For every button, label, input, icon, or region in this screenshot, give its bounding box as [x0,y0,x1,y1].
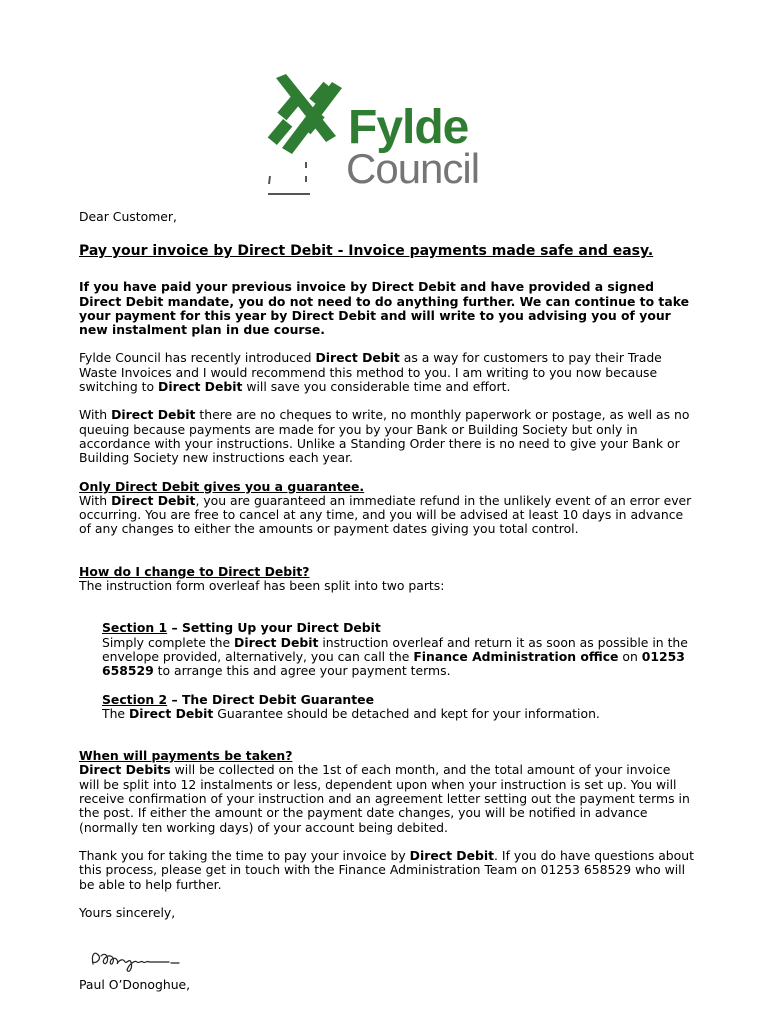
signature [79,934,694,978]
payments-heading: When will payments be taken? [79,748,293,764]
section-2-title: – The Direct Debit Guarantee [167,691,374,707]
text: instruction overleaf and return it as soon as possible in the envelope provided, alternatively, you can call the [102,634,688,664]
text-bold: Direct Debit [158,379,243,395]
text: as a way for customers to pay their Trade Waste Invoices and I would recommend this method to you. I am writing to you now because switching to [79,350,662,395]
text: . If you do have questions about this process, please get in touch with the Finance Administration Team on 01253 658529 who will be able to help further. [79,847,694,892]
greeting: Dear Customer, [79,209,177,224]
text: The [102,705,129,721]
thanks-paragraph [79,849,694,892]
text: Fylde Council has recently introduced [79,350,316,366]
text-bold: Direct Debit [315,350,400,366]
intro-paragraph: If you have paid your previous invoice by Direct Debit and have provided a signed Direct Debit mandate, you do not need to do anything further. We can continue to take your payment for this year by Direct Debit and will write to you advising you of your new instalment plan in due course. [79,279,690,338]
headline: Pay your invoice by Direct Debit - Invoice payments made safe and easy. [79,243,654,260]
payments-text [79,763,694,834]
paragraph-benefits [79,408,694,465]
text-bold: Finance Administration office [413,648,619,664]
text-bold: Direct Debit [409,847,495,863]
text-bold: Direct Debit [234,634,319,650]
text: Simply complete the [102,634,235,650]
signatory-name: Paul O’Donoghue, [79,977,191,993]
section-2 [102,693,694,722]
logo-text-council: Council [346,145,480,192]
section-2-text [102,707,694,721]
guarantee-heading: Only Direct Debit gives you a guarantee. [79,478,365,494]
text: With [79,407,112,423]
change-text: The instruction form overleaf has been split into two parts: [79,578,445,594]
letter-body [79,210,694,992]
text: Thank you for taking the time to pay your invoice by [79,847,410,863]
text: With [79,492,112,508]
signature-icon [79,934,209,978]
change-heading: How do I change to Direct Debit? [79,563,310,579]
paragraph-guarantee [79,494,694,537]
text: will save you considerable time and effort. [242,379,511,395]
section-1-text [102,636,694,679]
text: there are no cheques to write, no monthly paperwork or postage, as well as no queuing because payments are made for you by your Bank or Building Society but only in accordance with your instructions. Unlike a Standing Order there is no need to give your Bank or Building Society new instructions each year. [79,407,690,466]
text: will be collected on the 1st of each month, and the total amount of your invoice will be split into 12 instalments or less, dependent upon when your instruction is set up. You will receive confirmation of your instruction and an agreement letter setting out the payment terms in the post. If either the amount or the payment date changes, you will be notified in advance (normally ten working days) of your account being debited. [79,762,690,835]
text-bold: Direct Debit [111,492,196,508]
section-1-heading [102,621,694,635]
phone-number: 01253 658529 [102,648,685,679]
text: on [618,648,642,664]
section-1-title: – Setting Up your Direct Debit [167,620,381,636]
section-2-label: Section 2 [102,691,168,707]
text-bold: Direct Debits [79,762,171,778]
paragraph-introduction [79,351,694,394]
closing: Yours sincerely, [79,904,176,920]
text-bold: Direct Debit [128,705,214,721]
section-1-label: Section 1 [102,620,168,636]
text: Guarantee should be detached and kept for your information. [213,705,600,721]
text: to arrange this and agree your payment terms. [153,663,451,679]
section-2-heading [102,693,694,707]
section-1 [102,621,694,678]
text-bold: Direct Debit [111,407,196,423]
logo-text-fylde: Fylde [348,101,469,154]
text: , you are guaranteed an immediate refund in the unlikely event of an error ever occurring. You are free to cancel at any time, and you will be advised at least 10 days in advance of any changes to either the amounts or payment dates giving you total control. [79,492,692,537]
